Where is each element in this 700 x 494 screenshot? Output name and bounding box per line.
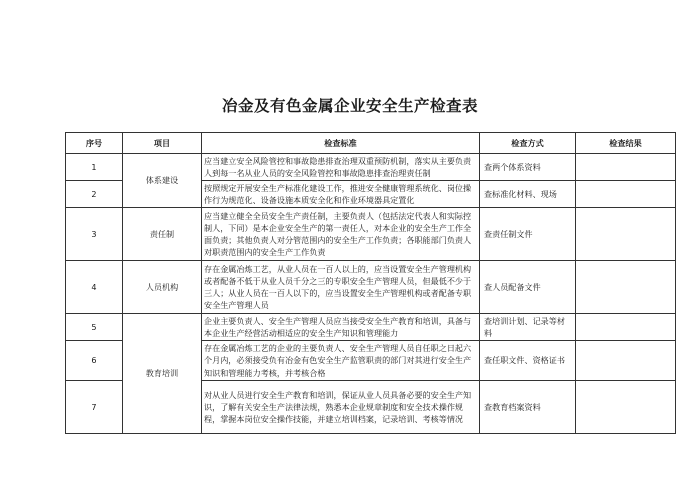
header-method: 检查方式 xyxy=(480,133,576,154)
header-row xyxy=(66,133,676,154)
table-row xyxy=(66,208,676,261)
row-result[interactable] xyxy=(576,181,676,208)
row-result[interactable] xyxy=(576,261,676,314)
row-item: 体系建设 xyxy=(123,154,202,208)
row-method: 查责任制文件 xyxy=(480,208,576,261)
row-method: 查标准化材料、现场 xyxy=(480,181,576,208)
row-item: 教育培训 xyxy=(123,314,202,434)
row-std: 应当建立健全全员安全生产责任制，主要负责人（包括法定代表人和实际控制人，下同）是本企业安全生产的第一责任人，对本企业的安全生产工作全面负责；其他负责人对分管范围内的安全生产工作负责；各职能部门负责人对职责范围内的安全生产工作负责 xyxy=(202,208,480,261)
row-seq: 3 xyxy=(66,208,123,261)
row-seq: 4 xyxy=(66,261,123,314)
row-result[interactable] xyxy=(576,208,676,261)
row-seq: 7 xyxy=(66,381,123,434)
row-method: 查培训计划、记录等材料 xyxy=(480,314,576,341)
page-title: 冶金及有色金属企业安全生产检查表 xyxy=(221,97,478,115)
row-std: 企业主要负责人、安全生产管理人员应当接受安全生产教育和培训，具备与本企业生产经营活动相适应的安全生产知识和管理能力 xyxy=(202,314,480,341)
row-seq: 6 xyxy=(66,341,123,381)
header-result: 检查结果 xyxy=(576,133,676,154)
table-row xyxy=(66,261,676,314)
row-std: 应当建立安全风险管控和事故隐患排查治理双重预防机制，落实从主要负责人到每一名从业人员的安全风险管控和事故隐患排查治理责任制 xyxy=(202,154,480,181)
table-row xyxy=(66,314,676,341)
checklist-table xyxy=(65,132,676,434)
row-std: 存在金属冶炼工艺，从业人员在一百人以上的，应当设置安全生产管理机构或者配备不低于从业人员千分之三的专职安全生产管理人员，但最低不少于三人；从业人员在一百人以下的，应当设置安全生产管理机构或者配备专职安全生产管理人员 xyxy=(202,261,480,314)
row-std: 对从业人员进行安全生产教育和培训，保证从业人员具备必要的安全生产知识，了解有关安全生产法律法规，熟悉本企业规章制度和安全技术操作规程，掌握本岗位安全操作技能，并建立培训档案，记录培训、考核等情况 xyxy=(202,381,480,434)
row-seq: 2 xyxy=(66,181,123,208)
row-method: 查两个体系资料 xyxy=(480,154,576,181)
table-row xyxy=(66,154,676,181)
row-seq: 1 xyxy=(66,154,123,181)
row-item: 责任制 xyxy=(123,208,202,261)
row-seq: 5 xyxy=(66,314,123,341)
row-result[interactable] xyxy=(576,381,676,434)
row-std: 按照规定开展安全生产标准化建设工作，推进安全健康管理系统化、岗位操作行为规范化、设备设施本质安全化和作业环境器具定置化 xyxy=(202,181,480,208)
header-seq: 序号 xyxy=(66,133,123,154)
row-result[interactable] xyxy=(576,341,676,381)
row-result[interactable] xyxy=(576,314,676,341)
row-method: 查人员配备文件 xyxy=(480,261,576,314)
header-item: 项目 xyxy=(123,133,202,154)
row-item: 人员机构 xyxy=(123,261,202,314)
row-result[interactable] xyxy=(576,154,676,181)
row-method: 查任职文件、资格证书 xyxy=(480,341,576,381)
header-std: 检查标准 xyxy=(202,133,480,154)
row-std: 存在金属冶炼工艺的企业的主要负责人、安全生产管理人员自任职之日起六个月内，必须接受负有冶金有色安全生产监管职责的部门对其进行安全生产知识和管理能力考核，并考核合格 xyxy=(202,341,480,381)
row-method: 查教育档案资料 xyxy=(480,381,576,434)
